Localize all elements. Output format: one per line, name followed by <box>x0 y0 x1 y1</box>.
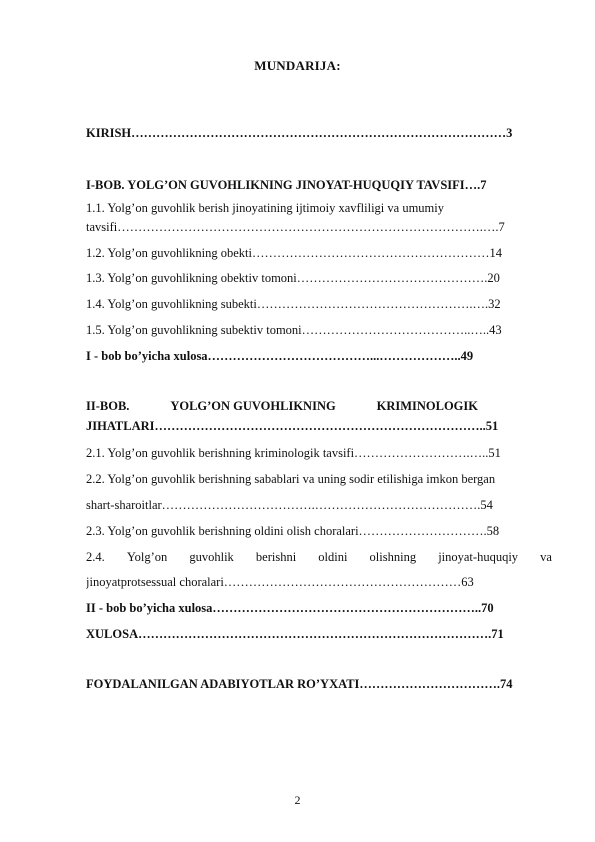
toc-entry-2-4-line1[interactable] <box>86 549 552 565</box>
toc-entry-chapter-1[interactable]: I-BOB. YOLG’ON GUVOHLIKNING JINOYAT-HUQUQIY TAVSIFI….7 <box>86 178 487 192</box>
toc-entry-references[interactable]: FOYDALANILGAN ADABIYOTLAR RO’YXATI…………………………….74 <box>86 677 513 691</box>
s24-word: berishni <box>255 550 297 564</box>
toc-entry-1-4[interactable]: 1.4. Yolg’on guvohlikning subekti…………………………………………….….32 <box>86 297 501 311</box>
s24-word: jinoyat-huquqiy <box>438 550 519 564</box>
s24-word: oldini <box>318 550 348 564</box>
toc-entry-2-4-line2[interactable]: jinoyatprotsessual choralari…………………………………………………63 <box>86 575 474 589</box>
s24-word: olishning <box>369 550 417 564</box>
toc-entry-kirish[interactable]: KIRISH………………………………………………………………………………3 <box>86 126 513 140</box>
s24-word: 2.4. <box>86 550 105 564</box>
toc-entry-1-3[interactable]: 1.3. Yolg’on guvohlikning obektiv tomoni……………………………………….20 <box>86 271 500 285</box>
ch2-word: YOLG’ON GUVOHLIKNING <box>170 399 336 413</box>
toc-entry-1-2[interactable]: 1.2. Yolg’on guvohlikning obekti…………………………………………………14 <box>86 246 502 260</box>
toc-entry-chapter-2-summary[interactable]: II - bob bo’yicha xulosa………………………………………………………..70 <box>86 601 494 615</box>
toc-entry-xulosa[interactable]: XULOSA………………………………………………………………………….71 <box>86 627 504 641</box>
page-title: MUNDARIJA: <box>254 58 341 73</box>
s24-word: Yolg’on <box>126 550 168 564</box>
ch2-word: KRIMINOLOGIK <box>376 399 478 413</box>
toc-entry-2-3[interactable]: 2.3. Yolg’on guvohlik berishning oldini olish choralari………………………….58 <box>86 524 500 538</box>
toc-entry-2-2-line1[interactable]: 2.2. Yolg’on guvohlik berishning sabablari va uning sodir etilishiga imkon bergan <box>86 472 496 486</box>
toc-entry-1-1-line2[interactable]: tavsifi…………………………………………………………………………….….7 <box>86 220 505 234</box>
toc-entry-chapter-1-summary[interactable]: I - bob bo’yicha xulosa…………………………………...………………..49 <box>86 349 474 363</box>
toc-entry-chapter-2-line2[interactable]: JIHATLARI……………………………………………………………………..51 <box>86 419 499 433</box>
toc-entry-chapter-2-line1[interactable] <box>86 398 478 414</box>
s24-word: guvohlik <box>189 550 234 564</box>
toc-entry-2-1[interactable]: 2.1. Yolg’on guvohlik berishning kriminologik tavsifi……………………….…..51 <box>86 446 501 460</box>
s24-word: va <box>540 550 552 564</box>
page-number: 2 <box>294 793 301 807</box>
toc-entry-1-1-line1[interactable]: 1.1. Yolg’on guvohlik berish jinoyatining ijtimoiy xavfliligi va umumiy <box>86 201 444 215</box>
toc-entry-2-2-line2[interactable]: shart-sharoitlar……………………………….………………………………….54 <box>86 498 493 512</box>
toc-entry-1-5[interactable]: 1.5. Yolg’on guvohlikning subektiv tomoni…………………………………..…..43 <box>86 323 502 337</box>
ch2-word: II-BOB. <box>86 399 130 413</box>
